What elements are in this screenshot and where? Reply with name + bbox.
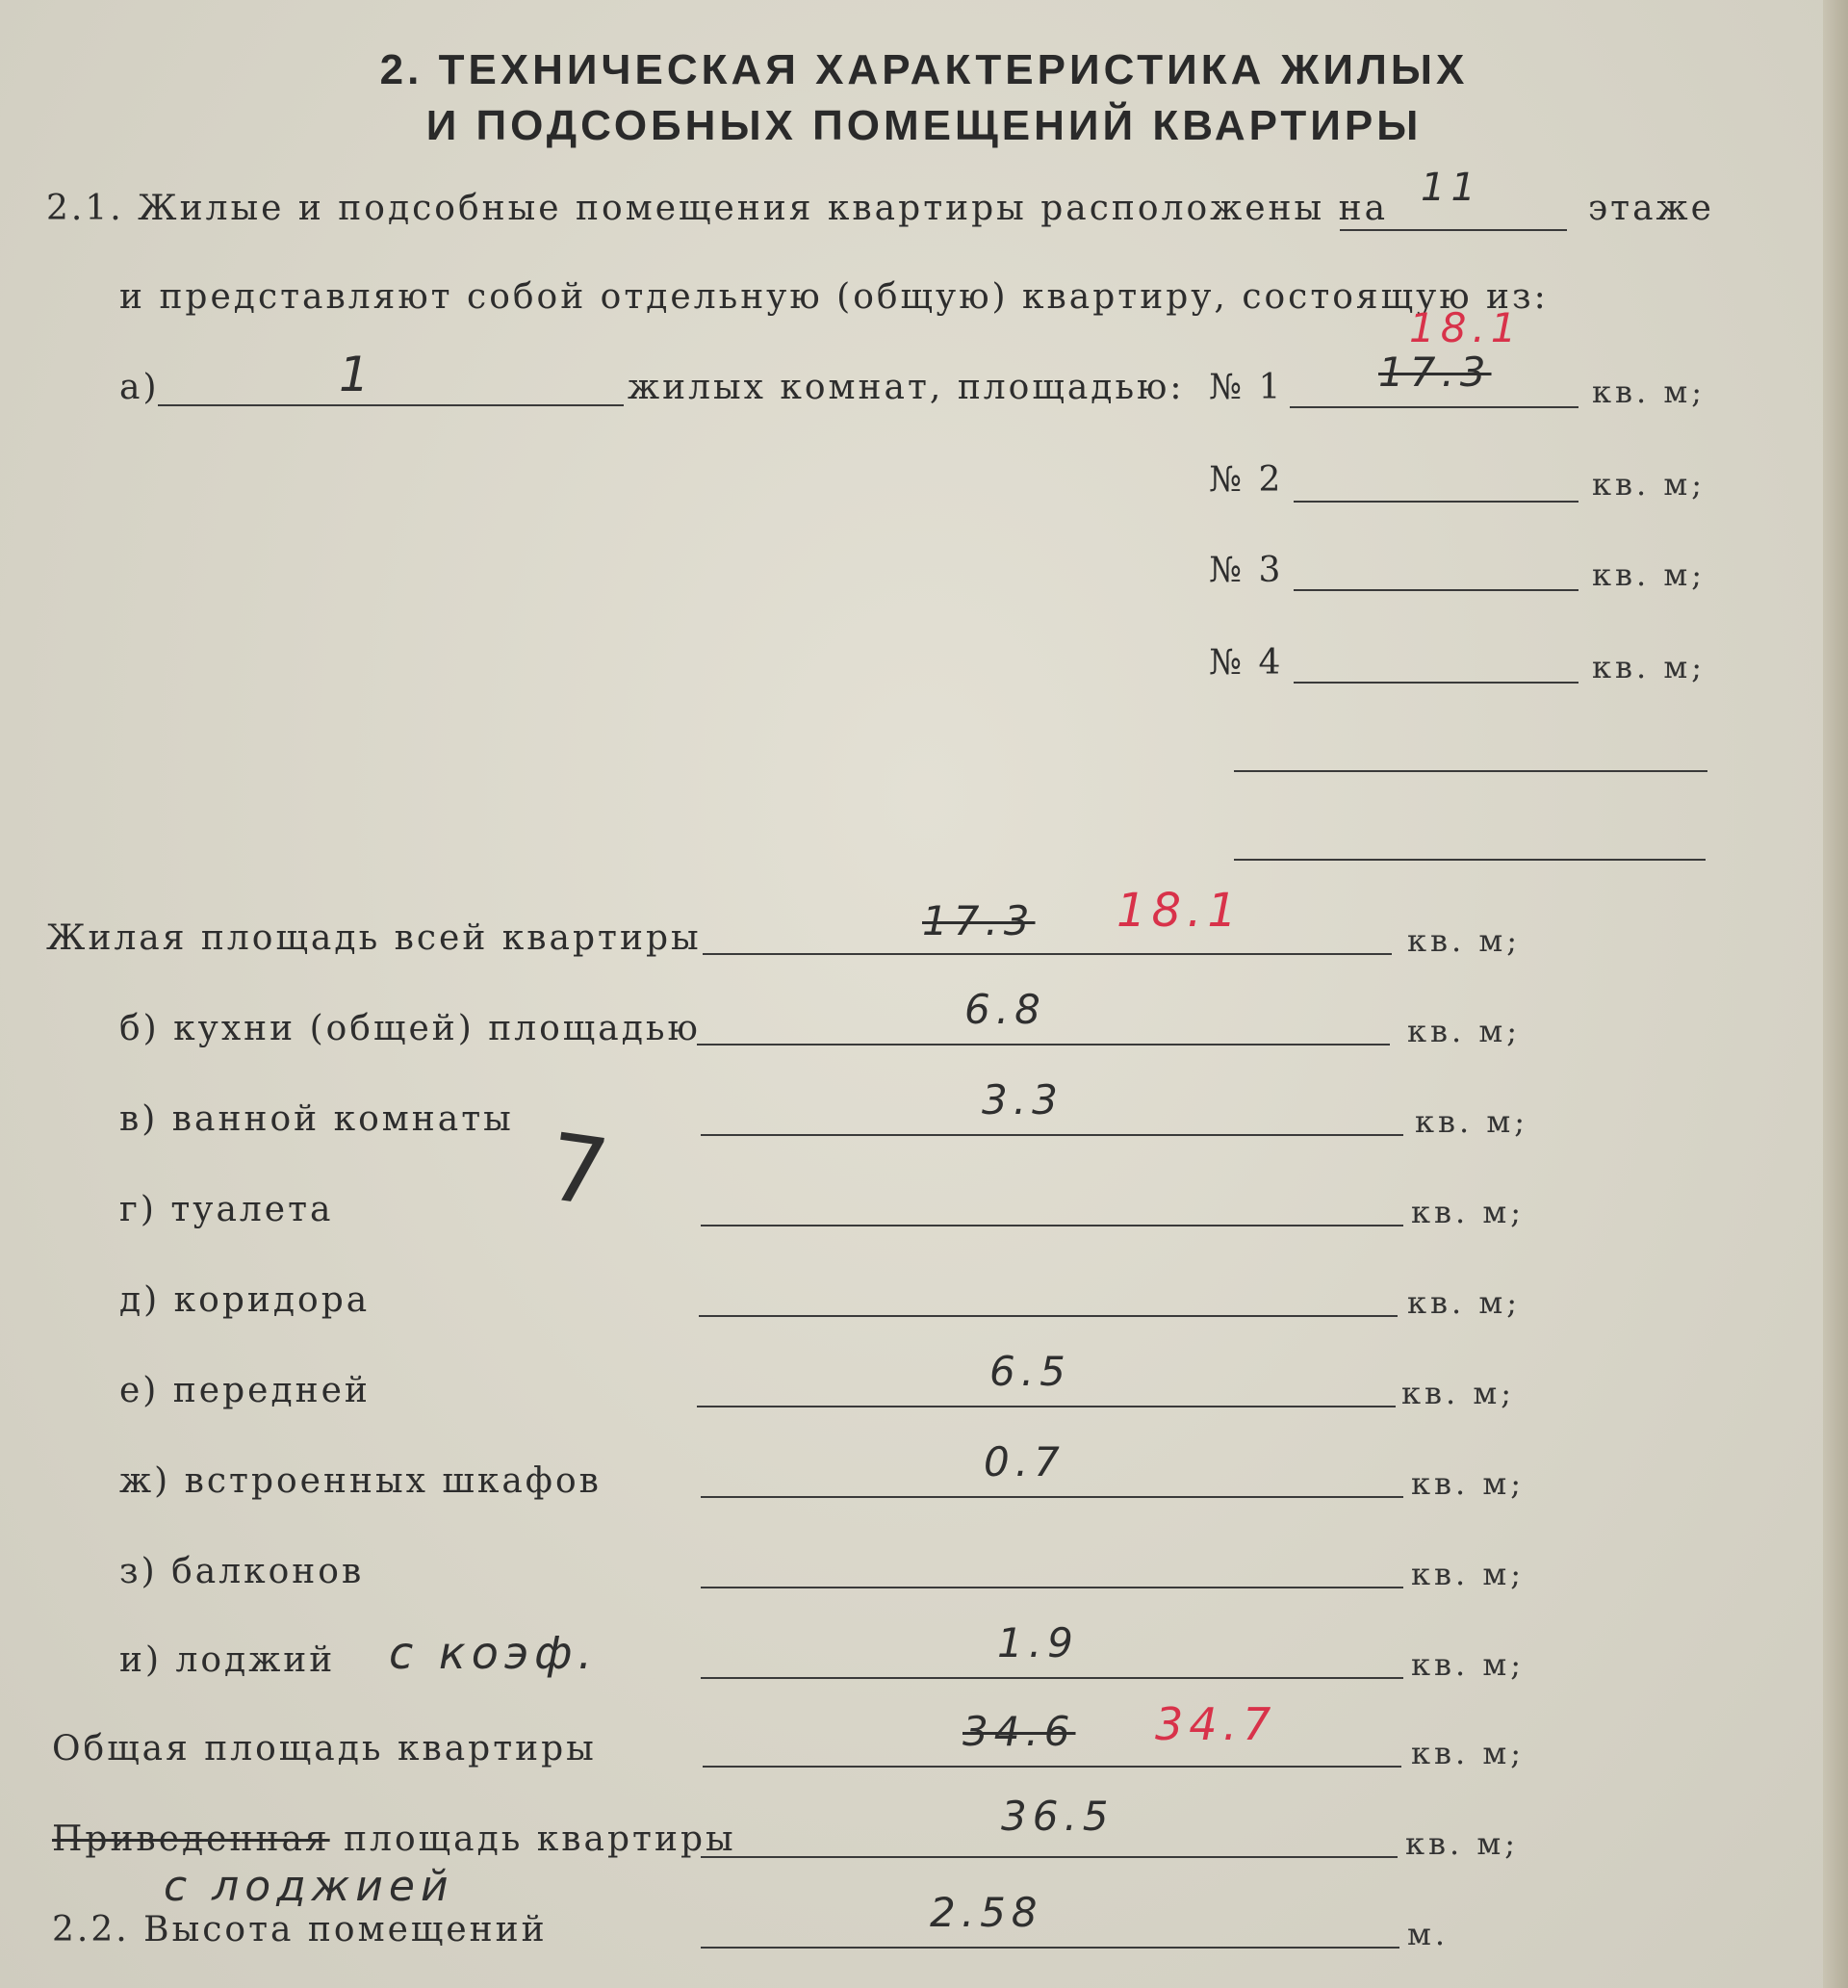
height-value: 2.58	[930, 1889, 1043, 1936]
room-1-value-corrected: 18.1	[1409, 304, 1523, 351]
apartment-type-text: и представляют собой отдельную (общую) квартиру, состоящую из:	[119, 277, 1549, 317]
living-area-value-struck: 17.3	[922, 897, 1036, 944]
rooms-count-value: 1	[339, 347, 375, 402]
total-area-value-corrected: 34.7	[1155, 1698, 1277, 1750]
room-2-label: № 2	[1209, 460, 1284, 500]
bathroom-label: в) ванной комнаты	[119, 1099, 514, 1139]
reduced-area-label-struck: Приведенная	[52, 1820, 330, 1859]
hall-label: е) передней	[119, 1371, 371, 1410]
room-3-label: № 3	[1209, 551, 1284, 590]
toilet-label: г) туалета	[119, 1190, 334, 1229]
rooms-prefix: а)	[119, 368, 160, 407]
hall-value: 6.5	[989, 1348, 1071, 1395]
toilet-unit: кв. м;	[1411, 1194, 1526, 1230]
living-area-unit: кв. м;	[1407, 922, 1522, 959]
reduced-area-label	[52, 1820, 736, 1859]
bracket-mark: 7	[541, 1112, 621, 1229]
bathroom-value: 3.3	[982, 1076, 1064, 1123]
reduced-area-unit: кв. м;	[1405, 1825, 1520, 1862]
room-1-line	[1290, 406, 1578, 408]
floor-suffix: этаже	[1588, 189, 1714, 228]
section-heading-line-2: И ПОДСОБНЫХ ПОМЕЩЕНИЙ КВАРТИРЫ	[425, 102, 1423, 149]
blank-line-2	[1234, 859, 1706, 861]
room-4-label: № 4	[1209, 643, 1284, 683]
bathroom-unit: кв. м;	[1415, 1103, 1529, 1140]
corridor-unit: кв. м;	[1407, 1284, 1522, 1321]
room-2-line	[1294, 501, 1578, 503]
wardrobes-label: ж) встроенных шкафов	[119, 1461, 602, 1501]
loggias-unit: кв. м;	[1411, 1646, 1526, 1683]
room-1-value-struck: 17.3	[1378, 349, 1492, 396]
room-1-label: № 1	[1209, 368, 1284, 407]
kitchen-value: 6.8	[964, 986, 1046, 1033]
loggias-line	[701, 1677, 1403, 1679]
hall-unit: кв. м;	[1401, 1375, 1516, 1411]
height-line	[701, 1947, 1399, 1949]
wardrobes-value: 0.7	[984, 1438, 1065, 1485]
room-2-unit: кв. м;	[1592, 466, 1707, 503]
section-2-1-text: 2.1. Жилые и подсобные помещения квартиры расположены на	[46, 189, 1389, 228]
balconies-label: з) балконов	[119, 1552, 365, 1591]
total-area-unit: кв. м;	[1411, 1735, 1526, 1771]
reduced-area-value: 36.5	[1001, 1793, 1115, 1840]
total-area-value-struck: 34.6	[962, 1708, 1076, 1755]
floor-line	[1340, 229, 1567, 231]
living-area-value-corrected: 18.1	[1116, 884, 1243, 938]
living-area-line	[703, 953, 1392, 955]
kitchen-label: б) кухни (общей) площадью	[119, 1009, 701, 1048]
balconies-unit: кв. м;	[1411, 1556, 1526, 1592]
section-2-2-label: 2.2. Высота помещений	[52, 1910, 548, 1949]
loggias-label: и) лоджий	[119, 1640, 336, 1680]
room-3-line	[1294, 589, 1578, 591]
loggias-value: 1.9	[997, 1619, 1079, 1666]
page-edge	[1823, 0, 1848, 1988]
toilet-line	[701, 1225, 1403, 1226]
room-1-unit: кв. м;	[1592, 374, 1707, 410]
corridor-label: д) коридора	[119, 1280, 371, 1320]
room-3-unit: кв. м;	[1592, 556, 1707, 593]
kitchen-line	[697, 1044, 1390, 1046]
reduced-area-label-text: площадь квартиры	[344, 1820, 736, 1859]
blank-line-1	[1234, 770, 1707, 772]
height-unit: м.	[1407, 1916, 1450, 1952]
living-area-label: Жилая площадь всей квартиры	[46, 918, 702, 958]
loggias-note: с коэф.	[389, 1627, 599, 1679]
reduced-area-line	[701, 1856, 1398, 1858]
floor-value: 11	[1421, 166, 1481, 210]
room-4-line	[1294, 682, 1578, 684]
wardrobes-line	[701, 1496, 1403, 1498]
bathroom-line	[701, 1134, 1403, 1136]
room-4-unit: кв. м;	[1592, 649, 1707, 685]
total-area-line	[703, 1766, 1401, 1768]
total-area-label: Общая площадь квартиры	[52, 1729, 597, 1769]
corridor-line	[699, 1315, 1398, 1317]
rooms-label: жилых комнат, площадью:	[628, 368, 1185, 407]
kitchen-unit: кв. м;	[1407, 1013, 1522, 1049]
balconies-line	[701, 1587, 1403, 1588]
hall-line	[697, 1406, 1396, 1407]
section-heading-line-1: 2. ТЕХНИЧЕСКАЯ ХАРАКТЕРИСТИКА ЖИЛЫХ	[379, 46, 1469, 93]
wardrobes-unit: кв. м;	[1411, 1465, 1526, 1502]
rooms-count-line	[158, 404, 624, 406]
reduced-area-note: с лоджией	[164, 1862, 454, 1911]
